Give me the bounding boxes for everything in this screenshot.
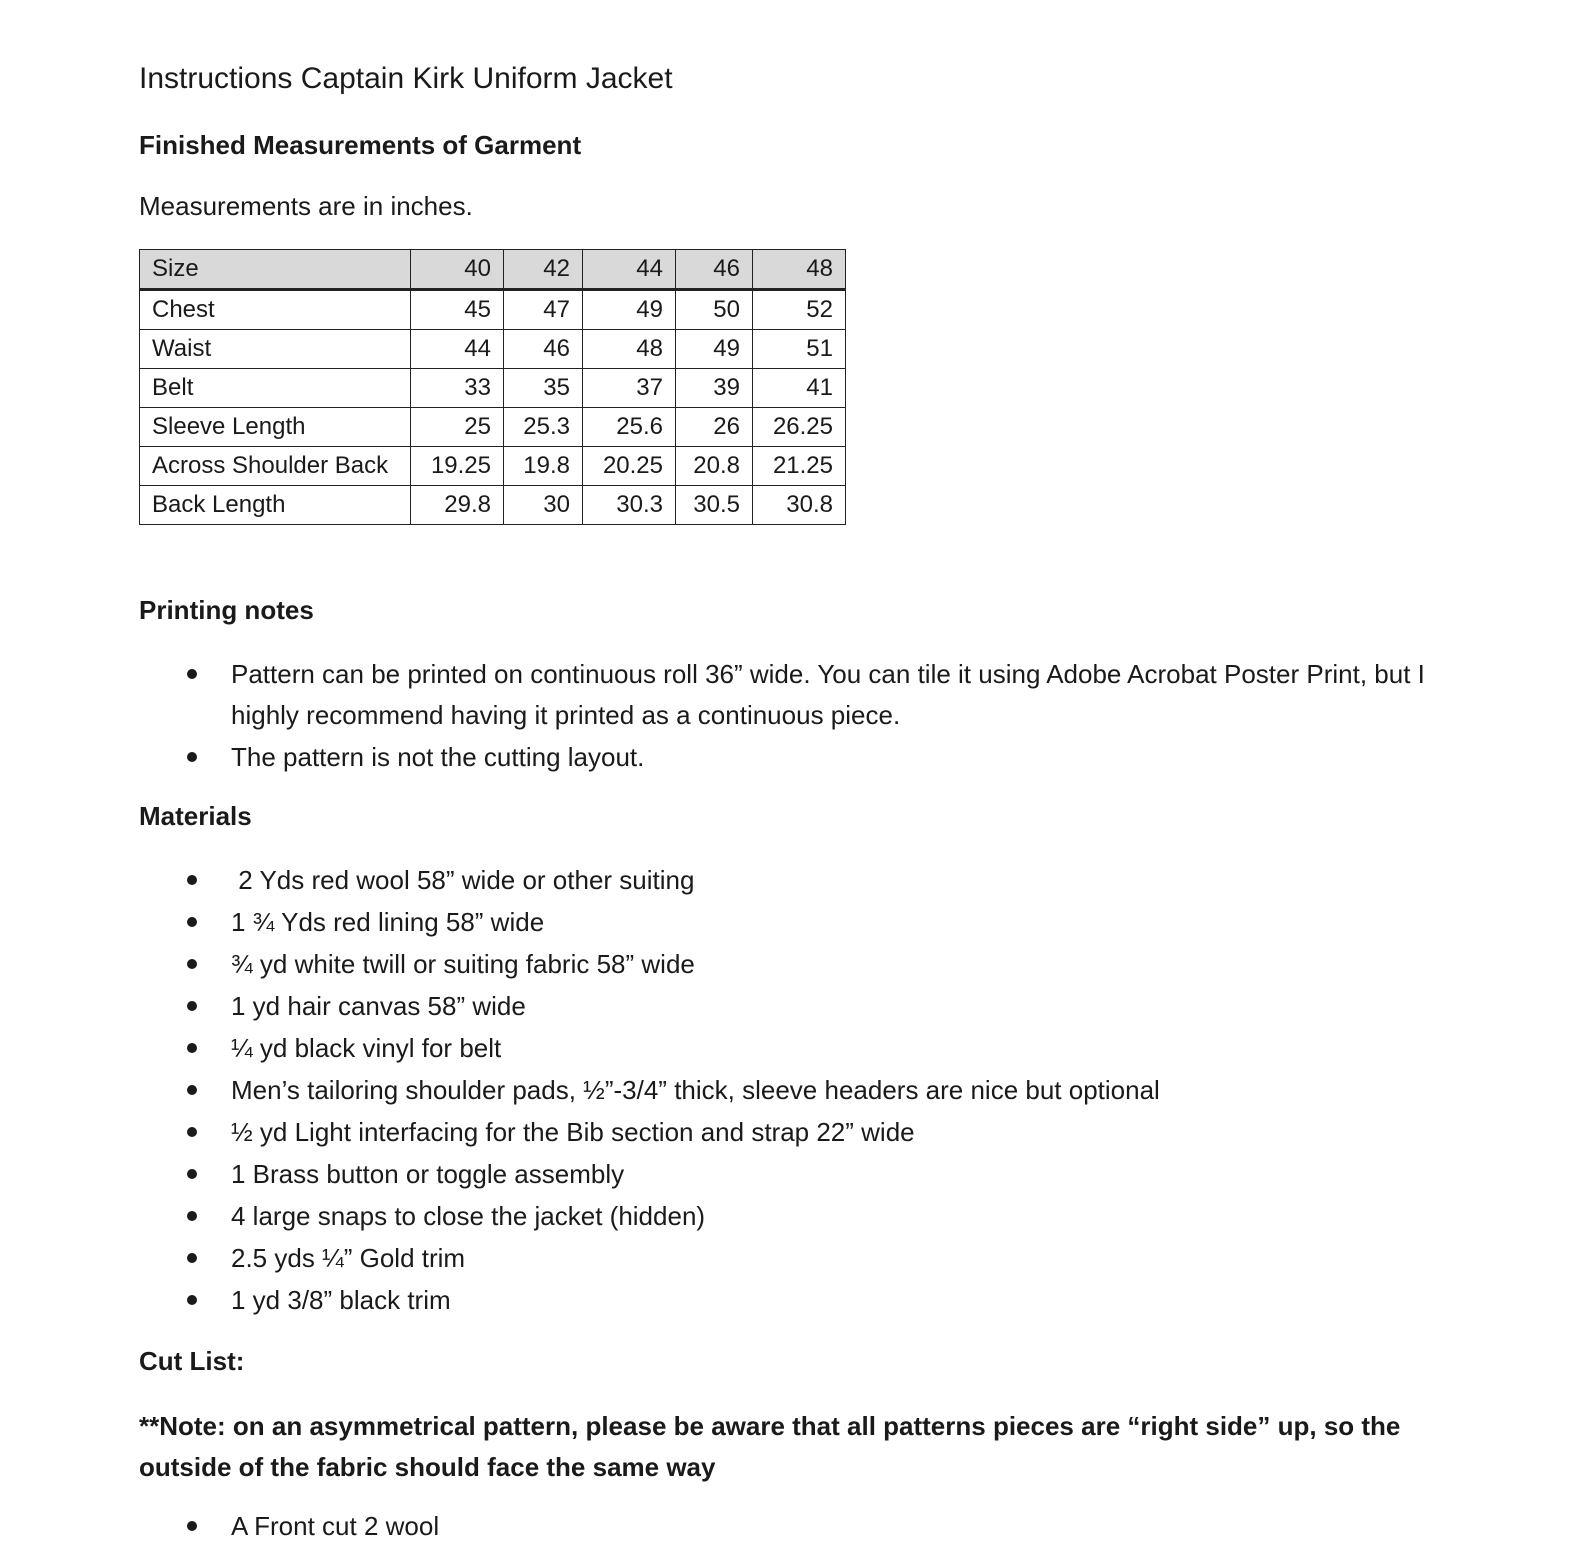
list-item-text: ¾ yd white twill or suiting fabric 58” wide — [231, 949, 695, 979]
table-cell: 48 — [583, 330, 676, 369]
measurements-table — [139, 249, 846, 525]
bullet-icon — [187, 1085, 197, 1095]
bullet-icon — [187, 1521, 197, 1531]
table-row — [140, 486, 846, 525]
table-cell: 26 — [676, 408, 753, 447]
table-row — [140, 447, 846, 486]
table-cell: Chest — [140, 290, 411, 330]
list-item-text: Men’s tailoring shoulder pads, ½”-3/4” thick, sleeve headers are nice but optional — [231, 1075, 1160, 1105]
list-item — [139, 1196, 1429, 1237]
list-item-text: 4 large snaps to close the jacket (hidden) — [231, 1201, 706, 1231]
list-item — [139, 1280, 1429, 1321]
table-cell: Back Length — [140, 486, 411, 525]
table-cell: 49 — [583, 290, 676, 330]
materials-heading: Materials — [139, 801, 252, 831]
table-header-row — [140, 250, 846, 290]
table-header-cell: Size — [140, 250, 411, 290]
list-item — [139, 654, 1429, 736]
table-cell: Across Shoulder Back — [140, 447, 411, 486]
list-item-text: ½ yd Light interfacing for the Bib section and strap 22” wide — [231, 1117, 915, 1147]
table-cell: Belt — [140, 369, 411, 408]
table-cell: Waist — [140, 330, 411, 369]
list-item — [139, 1028, 1429, 1069]
list-item — [139, 860, 1429, 901]
table-row — [140, 330, 846, 369]
bullet-icon — [187, 1169, 197, 1179]
table-cell: 39 — [676, 369, 753, 408]
table-cell: 33 — [411, 369, 504, 408]
table-header-cell: 46 — [676, 250, 753, 290]
table-cell: 51 — [753, 330, 846, 369]
table-cell: 30.3 — [583, 486, 676, 525]
table-cell: 30 — [504, 486, 583, 525]
bullet-icon — [187, 752, 197, 762]
list-item — [139, 902, 1429, 943]
bullet-icon — [187, 875, 197, 885]
list-item-text: 1 ¾ Yds red lining 58” wide — [231, 907, 545, 937]
bullet-icon — [187, 917, 197, 927]
table-cell: 44 — [411, 330, 504, 369]
table-cell: 25.3 — [504, 408, 583, 447]
table-cell: 50 — [676, 290, 753, 330]
table-cell: 19.25 — [411, 447, 504, 486]
measurements-intro: Measurements are in inches. — [139, 191, 473, 221]
list-item — [139, 944, 1429, 985]
table-row — [140, 369, 846, 408]
bullet-icon — [187, 1211, 197, 1221]
list-item — [139, 737, 1429, 778]
printing-heading: Printing notes — [139, 595, 314, 625]
table-cell: 29.8 — [411, 486, 504, 525]
list-item-text: Pattern can be printed on continuous roll 36” wide. You can tile it using Adobe Acrobat Poster Print, but I highly recommend having it printed as a continuous piece. — [231, 659, 1425, 730]
list-item-text: 1 Brass button or toggle assembly — [231, 1159, 625, 1189]
list-item — [139, 1070, 1429, 1111]
list-item — [139, 1506, 1429, 1547]
table-header-cell: 40 — [411, 250, 504, 290]
printing-list — [139, 654, 1429, 779]
list-item-text: 2 Yds red wool 58” wide or other suiting — [231, 865, 695, 895]
list-item-text: ¼ yd black vinyl for belt — [231, 1033, 502, 1063]
table-cell: 20.8 — [676, 447, 753, 486]
bullet-icon — [187, 1127, 197, 1137]
measurements-heading: Finished Measurements of Garment — [139, 130, 582, 160]
table-cell: 19.8 — [504, 447, 583, 486]
list-item — [139, 986, 1429, 1027]
table-row — [140, 290, 846, 330]
list-item-text: 1 yd hair canvas 58” wide — [231, 991, 526, 1021]
document-title: Instructions Captain Kirk Uniform Jacket — [139, 62, 673, 95]
cutlist-heading: Cut List: — [139, 1346, 245, 1376]
list-item-text: The pattern is not the cutting layout. — [231, 742, 645, 772]
table-cell: 49 — [676, 330, 753, 369]
table-header-cell: 44 — [583, 250, 676, 290]
table-row — [140, 408, 846, 447]
table-cell: 20.25 — [583, 447, 676, 486]
table-cell: 52 — [753, 290, 846, 330]
materials-list — [139, 860, 1429, 1322]
cutlist-list — [139, 1506, 1429, 1548]
list-item-text: 1 yd 3/8” black trim — [231, 1285, 451, 1315]
bullet-icon — [187, 1295, 197, 1305]
table-cell: 21.25 — [753, 447, 846, 486]
table-header-cell: 42 — [504, 250, 583, 290]
list-item-text: 2.5 yds ¼” Gold trim — [231, 1243, 466, 1273]
table-cell: 30.8 — [753, 486, 846, 525]
table-cell: 46 — [504, 330, 583, 369]
table-cell: 47 — [504, 290, 583, 330]
table-cell: Sleeve Length — [140, 408, 411, 447]
table-header-cell: 48 — [753, 250, 846, 290]
bullet-icon — [187, 669, 197, 679]
list-item — [139, 1238, 1429, 1279]
table-cell: 30.5 — [676, 486, 753, 525]
table-cell: 25 — [411, 408, 504, 447]
table-cell: 26.25 — [753, 408, 846, 447]
bullet-icon — [187, 1253, 197, 1263]
list-item — [139, 1112, 1429, 1153]
table-cell: 25.6 — [583, 408, 676, 447]
table-cell: 37 — [583, 369, 676, 408]
bullet-icon — [187, 959, 197, 969]
list-item-text: A Front cut 2 wool — [231, 1511, 440, 1541]
table-cell: 45 — [411, 290, 504, 330]
cutlist-note: **Note: on an asymmetrical pattern, please be aware that all patterns pieces are “right side” up, so the outside of the fabric should face the same way — [139, 1411, 1401, 1482]
bullet-icon — [187, 1043, 197, 1053]
bullet-icon — [187, 1001, 197, 1011]
table-cell: 41 — [753, 369, 846, 408]
table-cell: 35 — [504, 369, 583, 408]
list-item — [139, 1154, 1429, 1195]
